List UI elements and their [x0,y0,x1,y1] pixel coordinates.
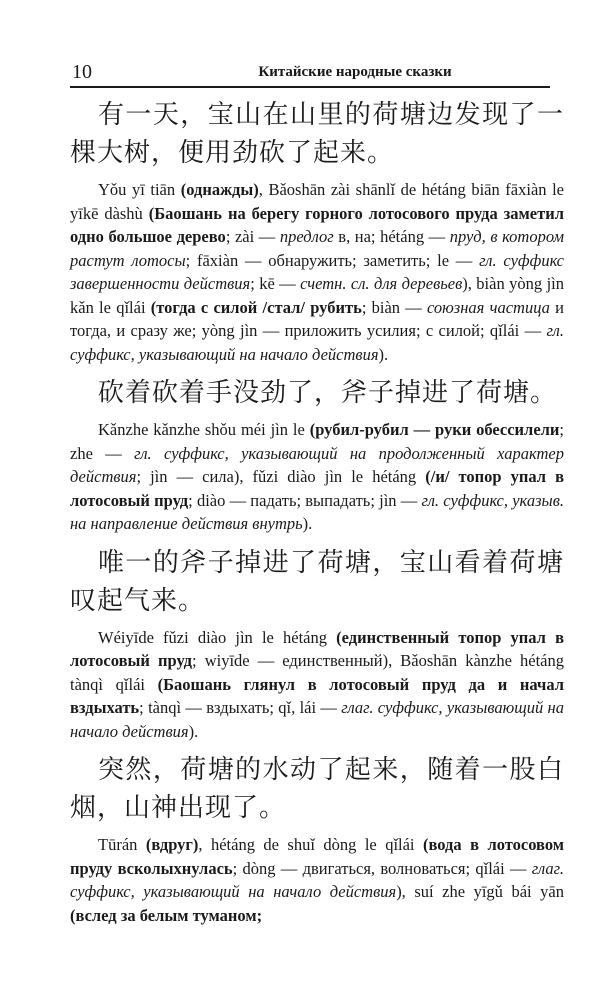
gloss-translation: (тогда с силой /стал/ рубить [150,297,362,317]
gloss-grammar-note: глаг. суффикс, указывающий на начало действия [70,858,564,901]
gloss-grammar-note: гл. суффикс, указывающий на начало действия [70,321,564,364]
gloss-translation: (Баошань глянул в лотосовый пруд да и начал вздыхать [70,674,564,717]
gloss-text: , hétáng de shuǐ dòng le qǐlái [198,835,423,854]
gloss-translation: (вдруг) [145,835,199,854]
gloss-text: , Bǎoshān zài shānlǐ de hétáng biān fāxiàn le yīkē dàshù [70,180,564,223]
chinese-sentence: 砍着砍着手没劲了，斧子掉进了荷塘。 [98,378,558,408]
sentence-block-3 [70,544,564,744]
gloss-text: ; tànqì — вздыхать; qǐ, lái — [139,698,342,717]
gloss-text: ; jìn — сила), fǔzi diào jìn le hétáng [136,467,426,486]
gloss-translation: (единственный топор упал в лотосовый пруд [70,627,564,670]
sentence-block-1 [70,96,564,366]
chinese-sentence: 唯一的斧子掉进了荷塘，宝山看着荷塘叹起气来。 [70,547,564,616]
gloss-translation: (Баошань на берегу горного лотосового пруда заметил одно большое дерево [70,203,564,246]
sentence-block-2 [70,374,564,536]
running-title: Китайские народные сказки [258,64,452,80]
gloss-text: и тогда, и сразу же; yòng jìn — приложить усилия; с силой; qǐlái — [70,297,564,340]
sentence-gloss [70,178,564,366]
gloss-translation: (вода в лотосовом пруду всколыхнулась [70,835,565,878]
gloss-text: ; biàn — [361,297,428,317]
gloss-grammar-note: гл. суффикс завершенности действия [70,250,564,293]
gloss-grammar-note: гл. суффикс, указыв. на направление действия внутрь [70,490,564,533]
gloss-grammar-note: союзная частица [427,297,550,317]
chinese-sentence: 有一天，宝山在山里的荷塘边发现了一棵大树，便用劲砍了起来。 [70,100,564,168]
gloss-text: ; wiyīde — единственный), Bǎoshān kànzhe hétáng tànqì qǐlái [70,651,564,694]
gloss-text: ; zhe — [70,420,564,463]
sentence-gloss [70,418,564,536]
chinese-sentence: 突然，荷塘的水动了起来，随着一股白烟，山神出现了。 [70,755,564,823]
page-number: 10 [72,61,92,83]
gloss-translation: (вслед за белым туманом; [70,905,263,925]
gloss-translation: (/и/ топор упал в лотосовый пруд [70,467,565,510]
gloss-text: ), suí zhe yīgǔ bái yān [396,882,565,901]
gloss-grammar-note: гл. суффикс, указывающий на продолженный характер действия [70,443,564,486]
page-content [70,96,564,935]
sentence-gloss [70,833,564,927]
gloss-grammar-note: предлог [279,227,334,246]
gloss-text: Kǎnzhe kǎnzhe shǒu méi jìn le [98,420,310,439]
gloss-text: ), biàn yòng jìn kǎn le qǐlái [70,274,564,317]
gloss-translation: (рубил-рубил — руки обессилели [309,420,560,439]
gloss-text: ; kē — [250,274,301,293]
gloss-text: ; fāxiàn — обнаружить; заметить; le — [185,250,480,270]
gloss-text: Yǒu yī tiān [98,180,181,199]
gloss-text: ; zài — [225,227,280,246]
gloss-text: ). [302,514,313,533]
gloss-text: ; diào — падать; выпадать; jìn — [188,490,422,510]
page-header [70,60,550,88]
gloss-text: в, на; hétáng — [333,227,450,246]
sentence-gloss [70,626,564,744]
gloss-text: Tūrán [98,835,146,854]
gloss-text: ). [188,721,199,741]
gloss-grammar-note: счетн. сл. для деревьев [300,274,463,293]
gloss-text: ). [378,344,389,364]
gloss-grammar-note: пруд, в котором растут лотосы [70,227,564,270]
gloss-text: ; dòng — двигаться, волноваться; qǐlái — [232,858,532,878]
gloss-translation: (однажды) [180,180,259,199]
gloss-grammar-note: глаг. суффикс, указывающий на начало действия [70,698,564,741]
sentence-block-4 [70,751,564,927]
gloss-text: Wéiyīde fǔzi diào jìn le hétáng [98,627,337,647]
